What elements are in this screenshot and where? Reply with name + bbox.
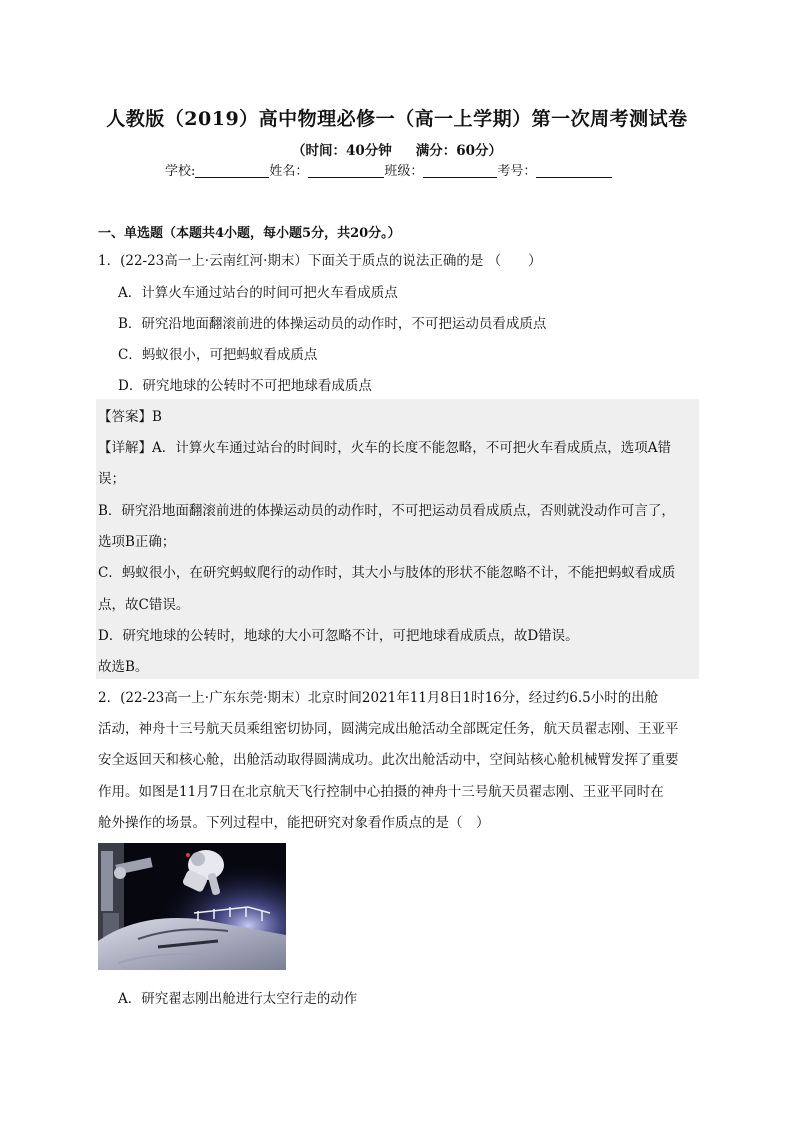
q1-detail-line: C．蚂蚁很小，在研究蚂蚁爬行的动作时，其大小与肢体的形状不能忽略不计，不能把蚂蚁看成质 [98, 565, 676, 581]
class-label: 班级： [384, 164, 424, 179]
name-field[interactable] [308, 163, 384, 178]
astronaut-spacewalk-photo [98, 843, 286, 970]
q1-detail-line: D．研究地球的公转时，地球的大小可忽略不计，可把地球看成质点，故D错误。 [98, 628, 579, 644]
q2-stem-line: 活动，神舟十三号航天员乘组密切协同，圆满完成出舱活动全部既定任务，航天员翟志刚、王亚平 [98, 721, 679, 737]
q1-detail-line: B．研究沿地面翻滚前进的体操运动员的动作时，不可把运动员看成质点，否则就没动作可言了， [98, 503, 675, 519]
q1-option-a: A．计算火车通过站台的时间可把火车看成质点 [118, 285, 398, 301]
class-field[interactable] [423, 163, 497, 178]
q2-stem-line: 安全返回天和核心舱，出舱活动取得圆满成功。此次出舱活动中，空间站核心舱机械臂发挥了重要 [98, 752, 679, 768]
q1-option-d: D．研究地球的公转时不可把地球看成质点 [118, 378, 372, 394]
student-info-row [165, 160, 612, 179]
name-label: 姓名： [269, 164, 309, 179]
full-score: 满分：60分） [415, 143, 503, 159]
section-heading: 一、单选题（本题共4小题，每小题5分，共20分。） [98, 226, 401, 241]
q2-stem-line: 舱外操作的场景。下列过程中，能把研究对象看作质点的是（ ） [98, 815, 490, 831]
q1-detail-line: 误； [98, 471, 125, 487]
time-limit: （时间：40分钟 [291, 143, 392, 159]
school-label: 学校: [165, 164, 196, 179]
q1-option-c: C．蚂蚁很小，可把蚂蚁看成质点 [118, 347, 318, 363]
exam-subtitle [0, 139, 794, 159]
q1-detail-line: 选项B正确； [98, 534, 176, 550]
q1-detail-line: 故选B。 [98, 659, 149, 675]
q2-stem-line: 2．(22-23高一上·广东东莞·期末）北京时间2021年11月8日1时16分，经过约6.5小时的出舱 [98, 690, 659, 706]
q1-stem: 1．(22-23高一上·云南红河·期末）下面关于质点的说法正确的是 （ ） [98, 253, 542, 269]
exam-no-label: 考号： [497, 164, 537, 179]
q1-option-b: B．研究沿地面翻滚前进的体操运动员的动作时，不可把运动员看成质点 [118, 316, 547, 332]
q1-detail-line: 【详解】A．计算火车通过站台的时间时，火车的长度不能忽略，不可把火车看成质点，选项A错 [98, 440, 671, 456]
q2-stem-line: 作用。如图是11月7日在北京航天飞行控制中心拍摄的神舟十三号航天员翟志刚、王亚平同时在 [98, 784, 664, 800]
q1-answer: 【答案】B [98, 409, 162, 425]
school-field[interactable] [195, 163, 269, 178]
q1-detail-line: 点，故C错误。 [98, 597, 190, 613]
exam-no-field[interactable] [536, 163, 612, 178]
q2-option-a: A．研究翟志刚出舱进行太空行走的动作 [118, 991, 358, 1007]
exam-title: 人教版（2019）高中物理必修一（高一上学期）第一次周考测试卷 [106, 108, 688, 130]
